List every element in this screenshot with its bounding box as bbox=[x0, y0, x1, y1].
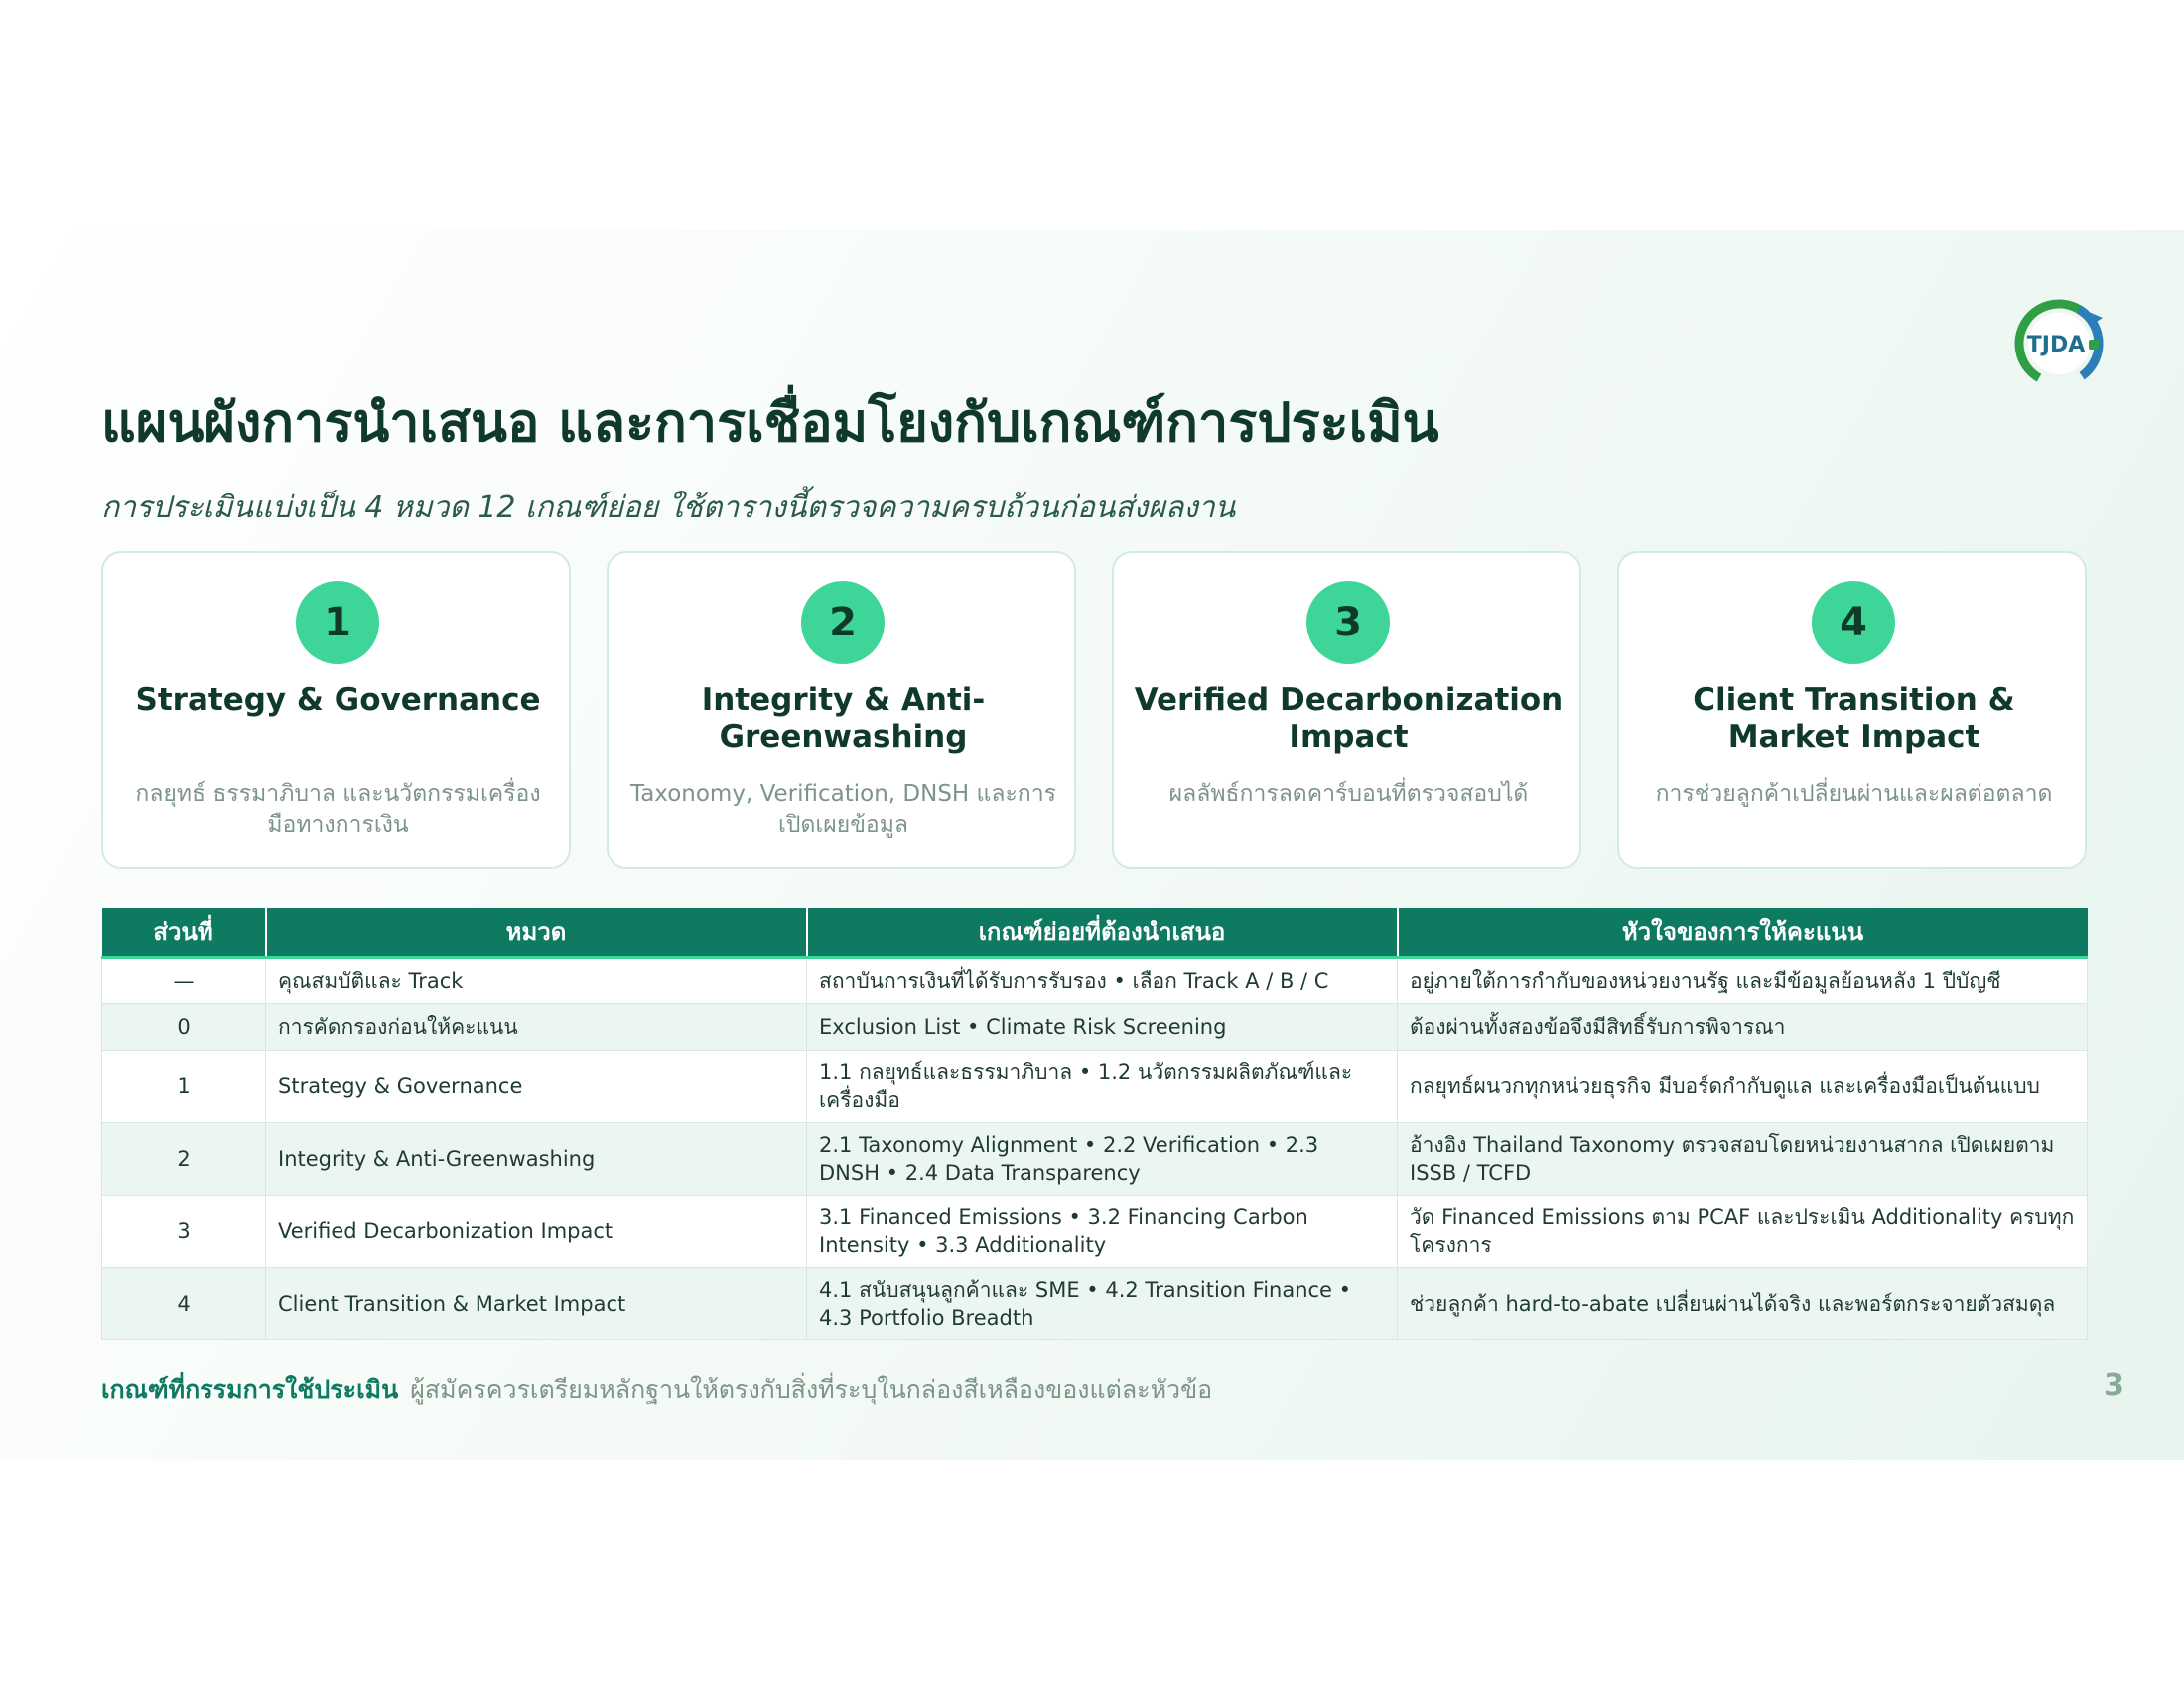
logo-text: TJDA bbox=[2026, 333, 2086, 357]
footer-text: ผู้สมัครควรเตรียมหลักฐานให้ตรงกับสิ่งที่ระบุในกล่องสีเหลืองของแต่ละหัวข้อ bbox=[410, 1375, 1213, 1404]
table-row bbox=[102, 1122, 2088, 1195]
card-description: Taxonomy, Verification, DNSH และการเปิดเผยข้อมูล bbox=[629, 781, 1057, 838]
table-cell: การคัดกรองก่อนให้คะแนน bbox=[266, 1003, 807, 1050]
card-number-badge: 3 bbox=[1306, 581, 1390, 664]
table-cell: 2 bbox=[102, 1122, 266, 1195]
tjda-award-logo bbox=[2007, 292, 2111, 395]
table-cell: Verified Decarbonization Impact bbox=[266, 1195, 807, 1267]
table-row bbox=[102, 1267, 2088, 1339]
page-title: แผนผังการนำเสนอ และการเชื่อมโยงกับเกณฑ์การประเมิน bbox=[101, 391, 1439, 454]
table-cell: สถาบันการเงินที่ได้รับการรับรอง • เลือก Track A / B / C bbox=[807, 957, 1398, 1003]
category-card-3 bbox=[1112, 551, 1581, 869]
category-cards bbox=[101, 551, 2087, 869]
card-description: ผลลัพธ์การลดคาร์บอนที่ตรวจสอบได้ bbox=[1168, 781, 1529, 807]
category-card-1 bbox=[101, 551, 571, 869]
table-cell: วัด Financed Emissions ตาม PCAF และประเมิน Additionality ครบทุกโครงการ bbox=[1398, 1195, 2088, 1267]
card-number-badge: 2 bbox=[801, 581, 885, 664]
card-title: Verified Decarbonization Impact bbox=[1134, 682, 1564, 755]
table-row bbox=[102, 957, 2088, 1003]
table-row bbox=[102, 1050, 2088, 1122]
category-card-2 bbox=[607, 551, 1076, 869]
table-row bbox=[102, 1195, 2088, 1267]
table-cell: ช่วยลูกค้า hard-to-abate เปลี่ยนผ่านได้จริง และพอร์ตกระจายตัวสมดุล bbox=[1398, 1267, 2088, 1339]
table-cell: 0 bbox=[102, 1003, 266, 1050]
criteria-table bbox=[101, 908, 2088, 1340]
table-cell: 3 bbox=[102, 1195, 266, 1267]
table-cell: 4 bbox=[102, 1267, 266, 1339]
table-cell: Strategy & Governance bbox=[266, 1050, 807, 1122]
card-title: Integrity & Anti-Greenwashing bbox=[701, 682, 986, 755]
table-cell: คุณสมบัติและ Track bbox=[266, 957, 807, 1003]
table-cell: อ้างอิง Thailand Taxonomy ตรวจสอบโดยหน่วยงานสากล เปิดเผยตาม ISSB / TCFD bbox=[1398, 1122, 2088, 1195]
card-number-badge: 4 bbox=[1812, 581, 1895, 664]
table-cell: 1 bbox=[102, 1050, 266, 1122]
footer-label: เกณฑ์ที่กรรมการใช้ประเมิน bbox=[101, 1375, 399, 1404]
card-description: กลยุทธ์ ธรรมาภิบาล และนวัตกรรมเครื่องมือทางการเงิน bbox=[135, 781, 541, 838]
card-title: Strategy & Governance bbox=[135, 682, 541, 718]
column-header: หมวด bbox=[266, 908, 807, 957]
card-number-badge: 1 bbox=[296, 581, 379, 664]
page-number: 3 bbox=[2104, 1368, 2124, 1403]
table-cell: ต้องผ่านทั้งสองข้อจึงมีสิทธิ์รับการพิจารณา bbox=[1398, 1003, 2088, 1050]
table-row bbox=[102, 1003, 2088, 1050]
table-cell: Client Transition & Market Impact bbox=[266, 1267, 807, 1339]
card-description: การช่วยลูกค้าเปลี่ยนผ่านและผลต่อตลาด bbox=[1655, 781, 2053, 807]
column-header: ส่วนที่ bbox=[102, 908, 266, 957]
page-subtitle: การประเมินแบ่งเป็น 4 หมวด 12 เกณฑ์ย่อย ใช้ตารางนี้ตรวจความครบถ้วนก่อนส่งผลงาน bbox=[101, 491, 1236, 525]
column-header: หัวใจของการให้คะแนน bbox=[1398, 908, 2088, 957]
table-cell: อยู่ภายใต้การกำกับของหน่วยงานรัฐ และมีข้อมูลย้อนหลัง 1 ปีบัญชี bbox=[1398, 957, 2088, 1003]
table-cell: Integrity & Anti-Greenwashing bbox=[266, 1122, 807, 1195]
slide bbox=[0, 230, 2184, 1460]
column-header: เกณฑ์ย่อยที่ต้องนำเสนอ bbox=[807, 908, 1398, 957]
table-cell: Exclusion List • Climate Risk Screening bbox=[807, 1003, 1398, 1050]
category-card-4 bbox=[1617, 551, 2087, 869]
table-header-row bbox=[102, 908, 2088, 957]
table-cell: กลยุทธ์ผนวกทุกหน่วยธุรกิจ มีบอร์ดกำกับดูแล และเครื่องมือเป็นต้นแบบ bbox=[1398, 1050, 2088, 1122]
table-cell: — bbox=[102, 957, 266, 1003]
footer-note bbox=[101, 1370, 1987, 1410]
table-cell: 3.1 Financed Emissions • 3.2 Financing Carbon Intensity • 3.3 Additionality bbox=[807, 1195, 1398, 1267]
table-cell: 2.1 Taxonomy Alignment • 2.2 Verification • 2.3 DNSH • 2.4 Data Transparency bbox=[807, 1122, 1398, 1195]
table-cell: 1.1 กลยุทธ์และธรรมาภิบาล • 1.2 นวัตกรรมผลิตภัณฑ์และเครื่องมือ bbox=[807, 1050, 1398, 1122]
table-cell: 4.1 สนับสนุนลูกค้าและ SME • 4.2 Transition Finance • 4.3 Portfolio Breadth bbox=[807, 1267, 1398, 1339]
card-title: Client Transition & Market Impact bbox=[1693, 682, 2015, 755]
